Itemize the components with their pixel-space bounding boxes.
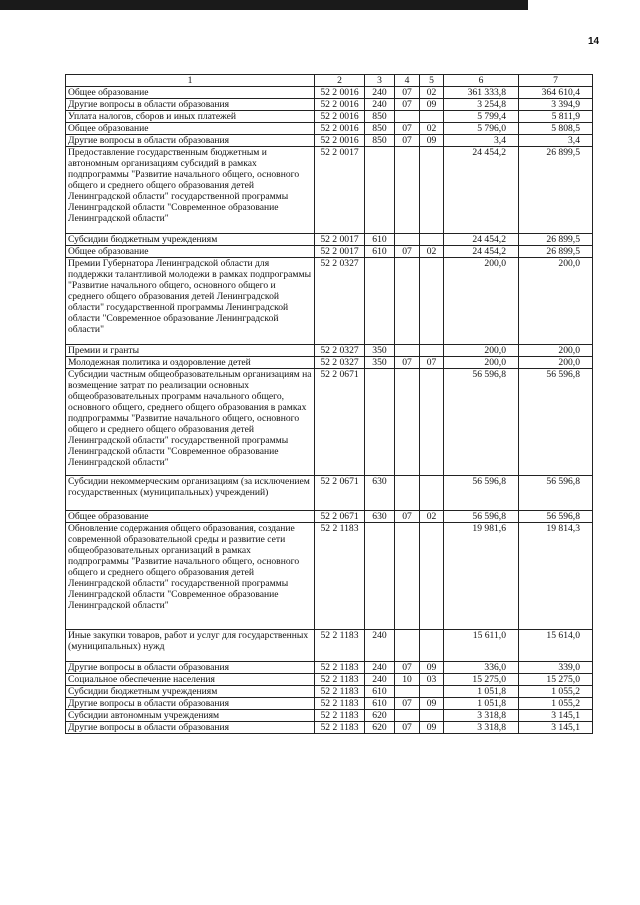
row-amount-year1: 19 981,6	[444, 523, 519, 630]
row-name: Другие вопросы в области образования	[66, 662, 315, 674]
table-row	[66, 345, 593, 357]
header-row	[66, 75, 593, 87]
row-section	[395, 234, 420, 246]
row-amount-year2: 56 596,8	[519, 476, 593, 511]
row-code: 52 2 1183	[315, 722, 365, 734]
row-amount-year1: 200,0	[444, 345, 519, 357]
row-section	[395, 258, 420, 345]
header-cell: 6	[444, 75, 519, 87]
row-name: Другие вопросы в области образования	[66, 99, 315, 111]
row-subsection: 09	[420, 662, 444, 674]
row-section: 07	[395, 135, 420, 147]
row-section	[395, 630, 420, 662]
row-name: Премии и гранты	[66, 345, 315, 357]
row-section: 10	[395, 674, 420, 686]
row-amount-year2: 26 899,5	[519, 246, 593, 258]
row-name: Другие вопросы в области образования	[66, 722, 315, 734]
row-subsection: 09	[420, 99, 444, 111]
row-amount-year2: 56 596,8	[519, 511, 593, 523]
row-amount-year1: 3,4	[444, 135, 519, 147]
row-code: 52 2 0327	[315, 357, 365, 369]
row-amount-year1: 5 799,4	[444, 111, 519, 123]
row-amount-year1: 24 454,2	[444, 147, 519, 234]
row-amount-year1: 1 051,8	[444, 698, 519, 710]
row-amount-year1: 24 454,2	[444, 246, 519, 258]
row-subsection: 07	[420, 357, 444, 369]
row-section: 07	[395, 511, 420, 523]
row-amount-year1: 3 318,8	[444, 722, 519, 734]
table-row	[66, 87, 593, 99]
row-code: 52 2 0671	[315, 511, 365, 523]
row-section	[395, 476, 420, 511]
row-name: Общее образование	[66, 246, 315, 258]
row-amount-year1: 336,0	[444, 662, 519, 674]
row-code: 52 2 0016	[315, 111, 365, 123]
row-section	[395, 710, 420, 722]
row-expense-type: 610	[365, 234, 395, 246]
row-name: Другие вопросы в области образования	[66, 135, 315, 147]
row-name: Предоставление государственным бюджетным и автономным организациям субсидий в рамках подпрограммы "Развитие начального общего, основного общего и среднего общего образования детей Ленинградской области" государственной программы Ленинградской области "Современное образование Ленинградской области"	[66, 147, 315, 234]
row-code: 52 2 0016	[315, 123, 365, 135]
row-amount-year2: 200,0	[519, 345, 593, 357]
row-amount-year2: 26 899,5	[519, 147, 593, 234]
table-row	[66, 511, 593, 523]
row-name: Субсидии бюджетным учреждениям	[66, 234, 315, 246]
row-subsection	[420, 710, 444, 722]
row-expense-type	[365, 147, 395, 234]
table-row	[66, 722, 593, 734]
row-expense-type: 350	[365, 345, 395, 357]
row-amount-year2: 339,0	[519, 662, 593, 674]
table-row	[66, 99, 593, 111]
row-code: 52 2 1183	[315, 686, 365, 698]
row-amount-year2: 3 145,1	[519, 722, 593, 734]
row-amount-year2: 26 899,5	[519, 234, 593, 246]
row-expense-type: 240	[365, 99, 395, 111]
row-expense-type	[365, 258, 395, 345]
row-section	[395, 345, 420, 357]
table-row	[66, 135, 593, 147]
row-subsection	[420, 258, 444, 345]
header-cell: 5	[420, 75, 444, 87]
header-cell: 4	[395, 75, 420, 87]
row-expense-type: 240	[365, 630, 395, 662]
row-amount-year2: 19 814,3	[519, 523, 593, 630]
row-amount-year2: 200,0	[519, 258, 593, 345]
row-expense-type: 630	[365, 511, 395, 523]
row-code: 52 2 1183	[315, 630, 365, 662]
row-expense-type: 620	[365, 722, 395, 734]
header-cell: 2	[315, 75, 365, 87]
row-subsection: 03	[420, 674, 444, 686]
row-section	[395, 147, 420, 234]
row-code: 52 2 0016	[315, 135, 365, 147]
row-code: 52 2 0017	[315, 246, 365, 258]
table-row	[66, 369, 593, 476]
table-row	[66, 357, 593, 369]
row-amount-year1: 200,0	[444, 357, 519, 369]
row-amount-year2: 1 055,2	[519, 686, 593, 698]
table-row	[66, 258, 593, 345]
row-code: 52 2 1183	[315, 674, 365, 686]
row-section: 07	[395, 123, 420, 135]
row-amount-year1: 56 596,8	[444, 511, 519, 523]
row-name: Субсидии бюджетным учреждениям	[66, 686, 315, 698]
row-amount-year1: 24 454,2	[444, 234, 519, 246]
row-code: 52 2 0327	[315, 258, 365, 345]
row-amount-year1: 3 318,8	[444, 710, 519, 722]
row-amount-year2: 3 145,1	[519, 710, 593, 722]
row-section: 07	[395, 99, 420, 111]
row-expense-type: 850	[365, 111, 395, 123]
table-row	[66, 246, 593, 258]
row-subsection: 02	[420, 246, 444, 258]
row-amount-year2: 15 275,0	[519, 674, 593, 686]
row-expense-type: 850	[365, 123, 395, 135]
row-section	[395, 111, 420, 123]
row-code: 52 2 1183	[315, 662, 365, 674]
row-code: 52 2 0017	[315, 147, 365, 234]
row-section	[395, 686, 420, 698]
table-row	[66, 234, 593, 246]
row-amount-year1: 5 796,0	[444, 123, 519, 135]
header-cell: 7	[519, 75, 593, 87]
row-amount-year1: 56 596,8	[444, 369, 519, 476]
row-name: Уплата налогов, сборов и иных платежей	[66, 111, 315, 123]
row-name: Общее образование	[66, 87, 315, 99]
row-subsection: 09	[420, 135, 444, 147]
row-amount-year1: 200,0	[444, 258, 519, 345]
table-row	[66, 686, 593, 698]
row-section: 07	[395, 662, 420, 674]
row-code: 52 2 0016	[315, 87, 365, 99]
row-section: 07	[395, 246, 420, 258]
row-expense-type	[365, 523, 395, 630]
row-code: 52 2 0671	[315, 476, 365, 511]
table-row	[66, 630, 593, 662]
row-name: Премии Губернатора Ленинградской области для поддержки талантливой молодежи в рамках подпрограммы "Развитие начального общего, основного общего и среднего общего образования детей Ленинградской области" государственной программы Ленинградской области "Современное образование Ленинградской области"	[66, 258, 315, 345]
row-amount-year1: 56 596,8	[444, 476, 519, 511]
table-row	[66, 698, 593, 710]
row-subsection	[420, 369, 444, 476]
row-subsection	[420, 686, 444, 698]
row-amount-year2: 200,0	[519, 357, 593, 369]
table-row	[66, 710, 593, 722]
row-name: Другие вопросы в области образования	[66, 698, 315, 710]
row-expense-type: 610	[365, 246, 395, 258]
row-section: 07	[395, 87, 420, 99]
row-amount-year2: 3,4	[519, 135, 593, 147]
row-subsection	[420, 234, 444, 246]
row-amount-year2: 5 811,9	[519, 111, 593, 123]
row-section	[395, 369, 420, 476]
table-row	[66, 111, 593, 123]
header-cell: 1	[66, 75, 315, 87]
row-subsection	[420, 345, 444, 357]
row-expense-type: 240	[365, 662, 395, 674]
row-name: Иные закупки товаров, работ и услуг для государственных (муниципальных) нужд	[66, 630, 315, 662]
row-name: Обновление содержания общего образования, создание современной образовательной среды и развитие сети общеобразовательных организаций в рамках подпрограммы "Развитие начального общего, основного общего и среднего общего образования детей Ленинградской области" государственной программы Ленинградской области "Современное образование Ленинградской области"	[66, 523, 315, 630]
row-amount-year2: 56 596,8	[519, 369, 593, 476]
row-code: 52 2 1183	[315, 523, 365, 630]
row-name: Субсидии некоммерческим организациям (за исключением государственных (муниципальных) учреждений)	[66, 476, 315, 511]
row-code: 52 2 1183	[315, 710, 365, 722]
row-expense-type: 630	[365, 476, 395, 511]
table-row	[66, 147, 593, 234]
row-subsection: 09	[420, 722, 444, 734]
row-section: 07	[395, 698, 420, 710]
table-row	[66, 476, 593, 511]
row-expense-type: 620	[365, 710, 395, 722]
row-expense-type: 610	[365, 698, 395, 710]
row-expense-type: 610	[365, 686, 395, 698]
row-amount-year2: 3 394,9	[519, 99, 593, 111]
row-expense-type: 350	[365, 357, 395, 369]
row-section: 07	[395, 722, 420, 734]
row-amount-year2: 15 614,0	[519, 630, 593, 662]
row-amount-year1: 15 611,0	[444, 630, 519, 662]
row-amount-year2: 364 610,4	[519, 87, 593, 99]
row-expense-type: 240	[365, 87, 395, 99]
row-subsection	[420, 476, 444, 511]
table-row	[66, 123, 593, 135]
row-code: 52 2 0671	[315, 369, 365, 476]
row-subsection: 02	[420, 511, 444, 523]
row-expense-type: 240	[365, 674, 395, 686]
row-name: Субсидии автономным учреждениям	[66, 710, 315, 722]
row-subsection: 02	[420, 87, 444, 99]
row-section: 07	[395, 357, 420, 369]
table-row	[66, 523, 593, 630]
row-subsection	[420, 147, 444, 234]
row-name: Общее образование	[66, 511, 315, 523]
row-name: Социальное обеспечение населения	[66, 674, 315, 686]
row-expense-type	[365, 369, 395, 476]
row-code: 52 2 1183	[315, 698, 365, 710]
row-amount-year1: 15 275,0	[444, 674, 519, 686]
row-code: 52 2 0016	[315, 99, 365, 111]
row-subsection: 09	[420, 698, 444, 710]
row-subsection	[420, 111, 444, 123]
row-subsection: 02	[420, 123, 444, 135]
row-section	[395, 523, 420, 630]
row-name: Молодежная политика и оздоровление детей	[66, 357, 315, 369]
table-row	[66, 674, 593, 686]
row-code: 52 2 0327	[315, 345, 365, 357]
row-amount-year2: 5 808,5	[519, 123, 593, 135]
row-expense-type: 850	[365, 135, 395, 147]
page-number: 14	[588, 36, 600, 47]
row-amount-year1: 361 333,8	[444, 87, 519, 99]
row-name: Общее образование	[66, 123, 315, 135]
row-amount-year2: 1 055,2	[519, 698, 593, 710]
table-row	[66, 662, 593, 674]
row-subsection	[420, 630, 444, 662]
row-amount-year1: 3 254,8	[444, 99, 519, 111]
row-name: Субсидии частным общеобразовательным организациям на возмещение затрат по реализации основных общеобразовательных программ начального общего, основного общего, среднего общего образования в рамках подпрограммы "Развитие начального общего, основного общего и среднего общего образования детей Ленинградской области" государственной программы Ленинградской области "Современное образование Ленинградской области"	[66, 369, 315, 476]
scan-edge-bar	[0, 0, 528, 10]
header-cell: 3	[365, 75, 395, 87]
budget-table	[65, 74, 593, 734]
row-amount-year1: 1 051,8	[444, 686, 519, 698]
row-subsection	[420, 523, 444, 630]
row-code: 52 2 0017	[315, 234, 365, 246]
